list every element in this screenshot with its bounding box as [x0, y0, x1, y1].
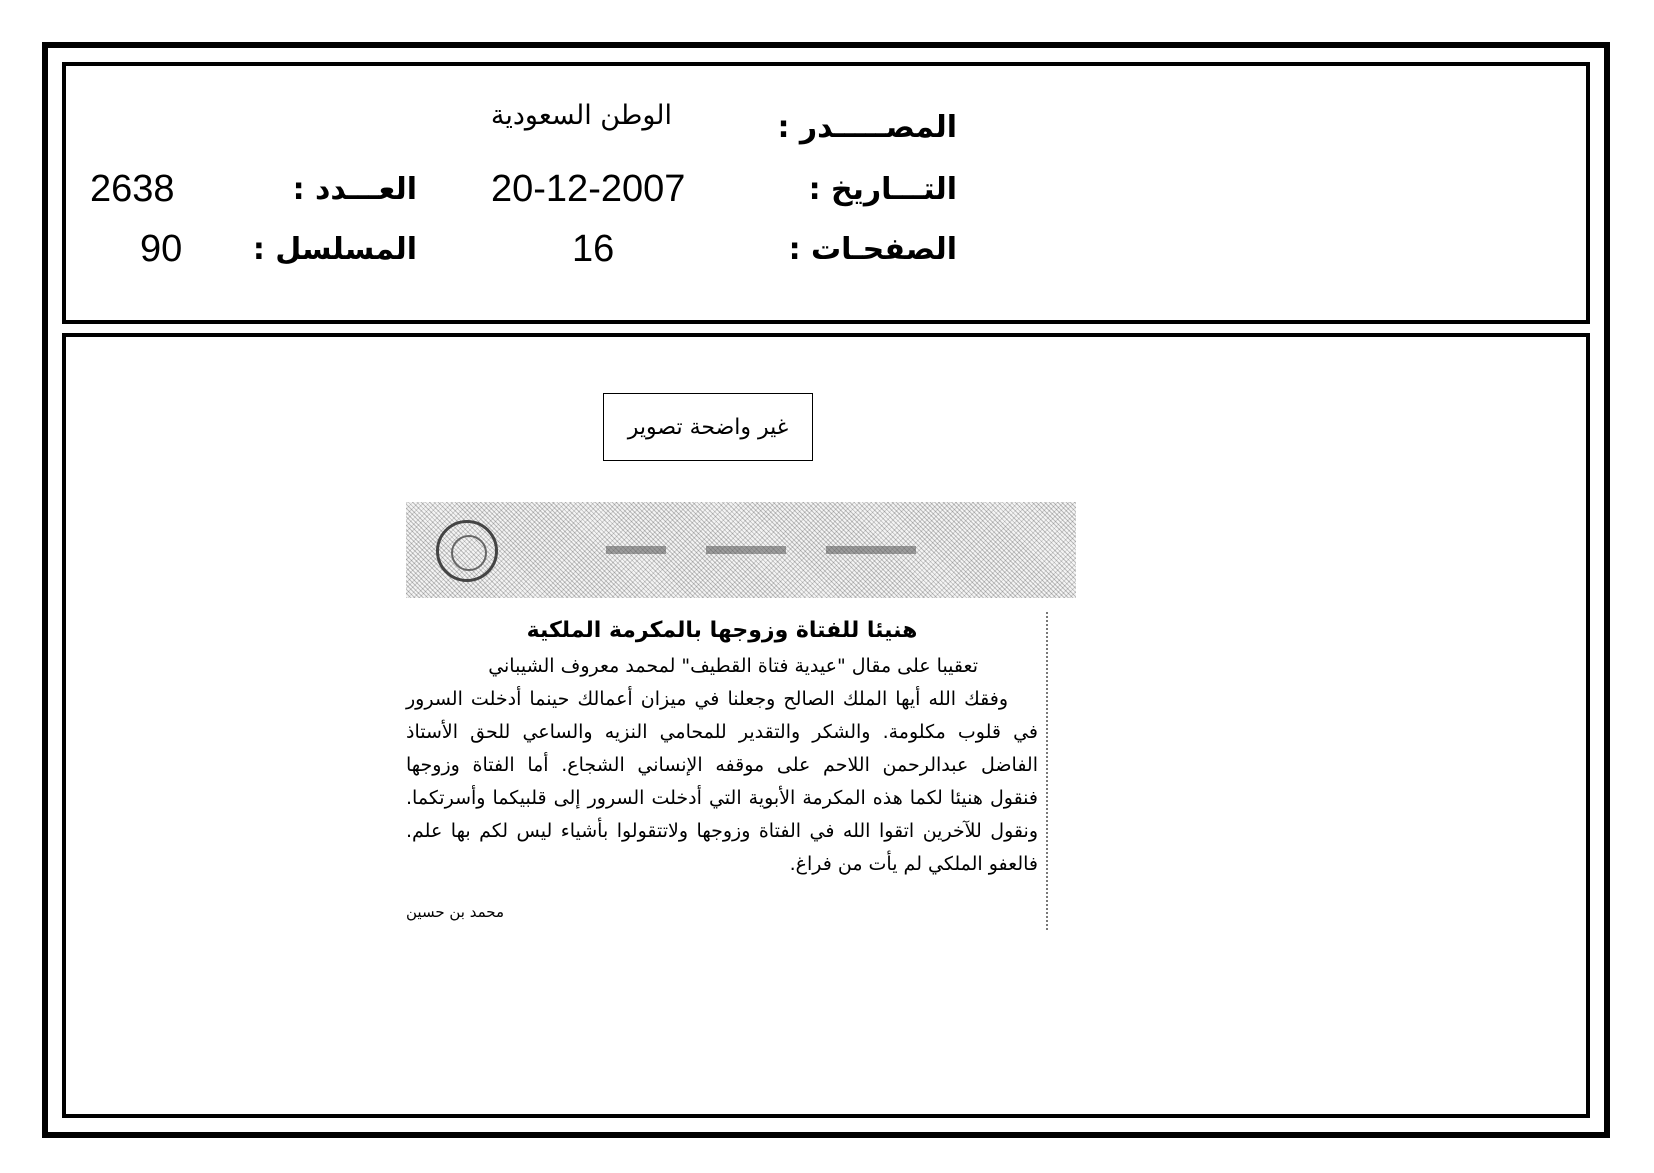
newspaper-emblem-icon: [436, 520, 498, 582]
article-line: وفقك الله أيها الملك الصالح وجعلنا في ميزان أعمالك حينما أدخلت السرور: [406, 688, 1008, 710]
serial-label: المسلسل :: [252, 232, 417, 267]
source-value: الوطن السعودية: [490, 100, 672, 131]
clipping-header-image: [406, 502, 1076, 598]
article-line: الفاضل عبدالرحمن اللاحم على موقفه الإنساني الشجاع. أما الفتاة وزوجها: [406, 754, 1038, 776]
serial-value: 90: [140, 228, 183, 270]
article-subtitle: تعقيبا على مقال "عيدية فتاة القطيف" لمحمد معروف الشيباني: [488, 655, 978, 677]
article-line: فالعفو الملكي لم يأت من فراغ.: [789, 853, 1038, 875]
clipping-deco-mark: [706, 546, 786, 554]
article-line: في قلوب مكلومة. والشكر والتقدير للمحامي النزيه والساعي للحق الأستاذ: [406, 721, 1038, 743]
pages-value: 16: [572, 228, 615, 270]
article-signature: محمد بن حسين: [406, 903, 504, 921]
clipping-deco-mark: [606, 546, 666, 554]
clipping-deco-mark: [826, 546, 916, 554]
article: [406, 618, 1038, 921]
issue-value: 2638: [90, 168, 175, 210]
date-label: التـــاريخ :: [808, 172, 957, 207]
article-line: فنقول هنيئا لكما هذه المكرمة الأبوية التي أدخلت السرور إلى قلبيكما وأسرتكما.: [406, 787, 1038, 809]
article-line: ونقول للآخرين اتقوا الله في الفتاة وزوجها ولاتتقولوا بأشياء ليس لكم بها علم.: [406, 820, 1038, 842]
pages-label: الصفحـات :: [788, 232, 957, 267]
issue-label: العـــدد :: [292, 172, 417, 207]
article-title: هنيئا للفتاة وزوجها بالمكرمة الملكية: [526, 618, 918, 643]
source-label: المصـــــدر :: [777, 110, 957, 145]
unclear-copy-note: غير واضحة تصوير: [603, 393, 813, 461]
clipping-edge-divider: [1046, 612, 1048, 930]
date-value: 20-12-2007: [491, 168, 686, 210]
